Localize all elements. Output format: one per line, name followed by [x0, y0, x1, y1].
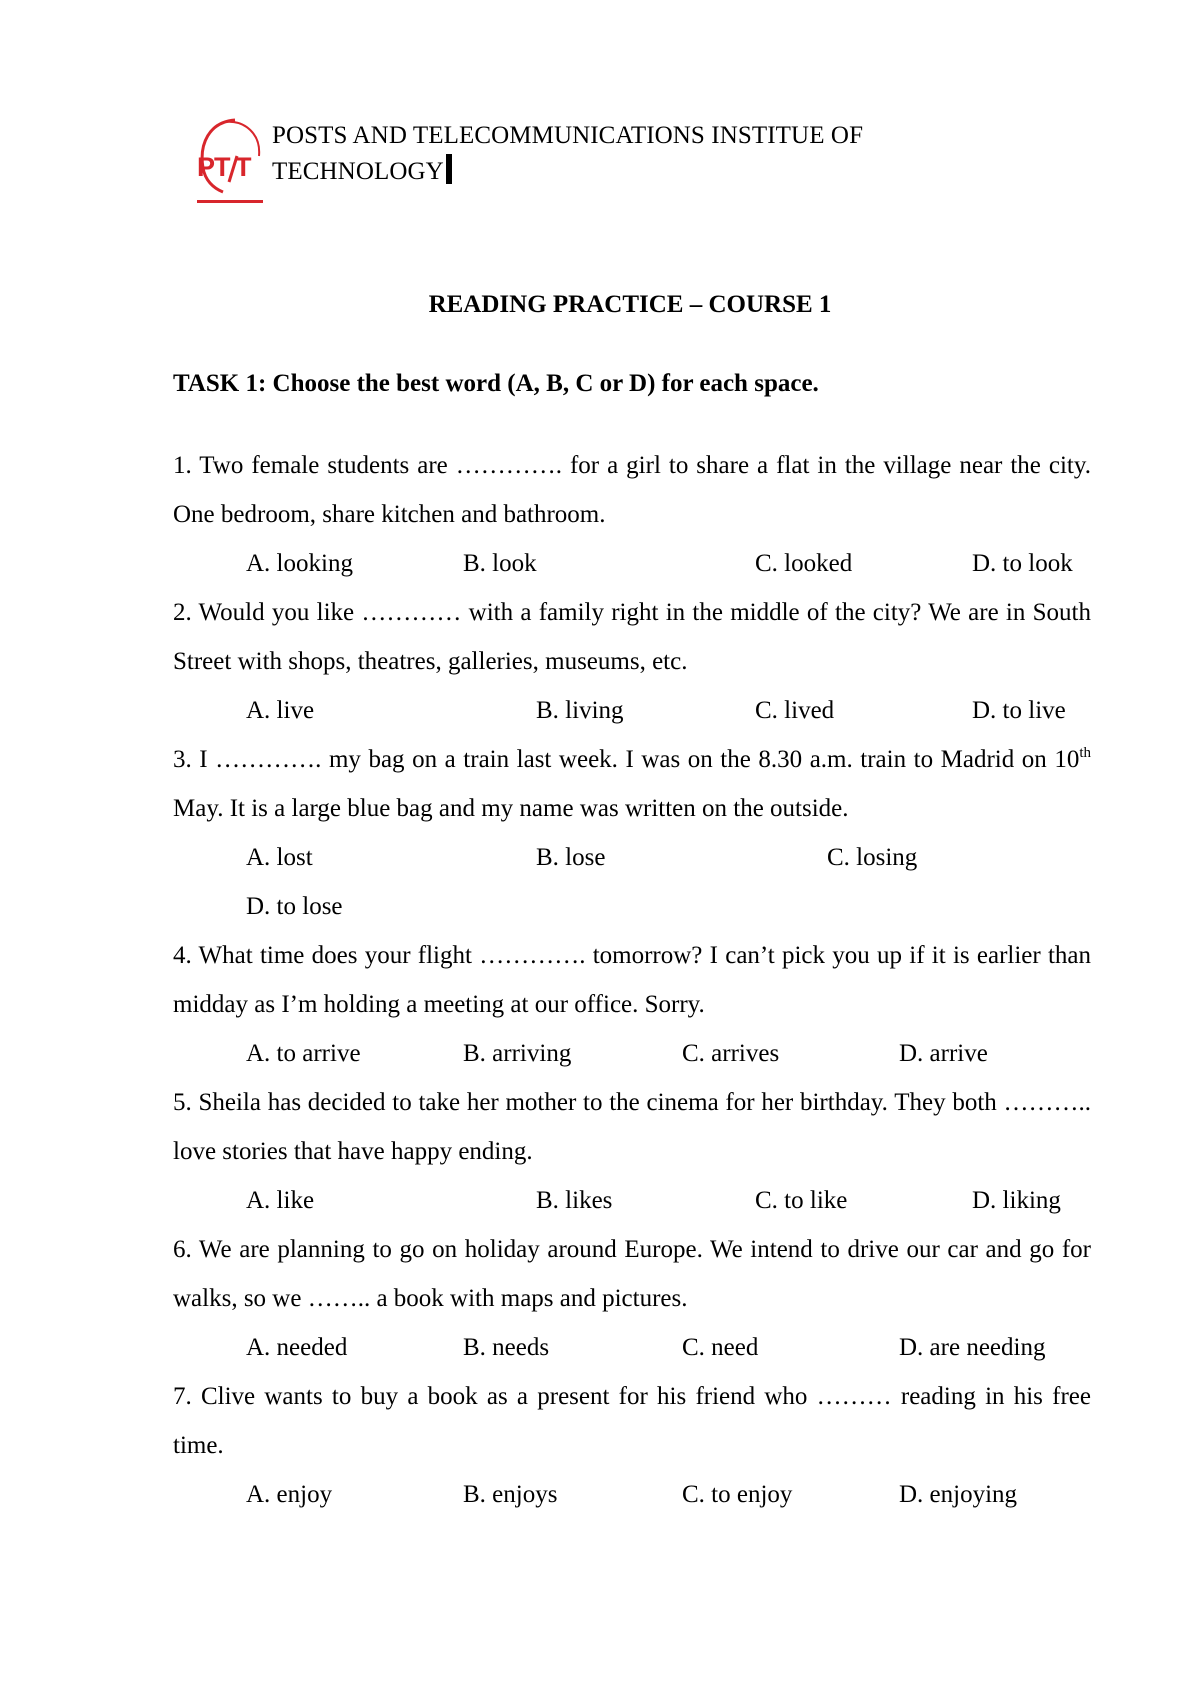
question-5: 5. Sheila has decided to take her mother to the cinema for her birthday. They both ……….. love stories that have happy ending.: [173, 1089, 1091, 1165]
svg-text:T: T: [235, 152, 252, 182]
option-a: A. enjoy: [246, 1481, 333, 1508]
question-list: [173, 441, 1091, 1519]
question-3-options: [173, 833, 1091, 920]
option-d: D. to live: [972, 697, 1066, 724]
question-1: 1. Two female students are …………. for a girl to share a flat in the village near the city. One bedroom, share kitchen and bathroom.: [173, 452, 1091, 528]
question-3-text-after: May. It is a large blue bag and my name was written on the outside.: [173, 795, 849, 822]
option-a: A. like: [246, 1187, 315, 1214]
option-b: B. needs: [463, 1334, 550, 1361]
question-6: 6. We are planning to go on holiday around Europe. We intend to drive our car and go for walks, so we …….. a book with maps and pictures.: [173, 1236, 1091, 1312]
institute-name-line2: TECHNOLOGY: [272, 158, 444, 185]
option-c: C. to like: [755, 1187, 848, 1214]
option-b: B. look: [463, 550, 537, 577]
option-c: C. lived: [755, 697, 835, 724]
option-a: A. needed: [246, 1334, 348, 1361]
option-d: D. liking: [972, 1187, 1061, 1214]
option-c: C. losing: [827, 844, 918, 871]
svg-text:PT: PT: [197, 152, 230, 182]
option-b: B. likes: [536, 1187, 613, 1214]
option-a: A. looking: [246, 550, 353, 577]
question-5-options: [173, 1176, 1091, 1225]
question-7: 7. Clive wants to buy a book as a present for his friend who ……… reading in his free time.: [173, 1383, 1091, 1459]
question-6-options: [173, 1323, 1091, 1372]
task-instruction: TASK 1: Choose the best word (A, B, C or D) for each space.: [173, 370, 819, 397]
option-d: D. to look: [972, 550, 1073, 577]
option-b: B. lose: [536, 844, 606, 871]
question-3: [173, 735, 1091, 833]
question-4-options: [173, 1029, 1091, 1078]
option-c: C. arrives: [682, 1040, 780, 1067]
ptit-logo: [195, 116, 267, 206]
option-c: C. looked: [755, 550, 853, 577]
option-d: D. arrive: [899, 1040, 988, 1067]
option-d: D. enjoying: [899, 1481, 1018, 1508]
question-3-superscript: th: [1079, 745, 1091, 761]
question-1-options: [173, 539, 1091, 588]
document-header: [195, 108, 995, 208]
question-2-options: [173, 686, 1091, 735]
option-b: B. living: [536, 697, 624, 724]
option-b: B. arriving: [463, 1040, 572, 1067]
question-4: 4. What time does your flight …………. tomorrow? I can’t pick you up if it is earlier than midday as I’m holding a meeting at our office. Sorry.: [173, 942, 1091, 1018]
option-a: A. to arrive: [246, 1040, 361, 1067]
text-cursor: [446, 154, 452, 184]
option-a: A. lost: [246, 844, 313, 871]
question-2: 2. Would you like ………… with a family right in the middle of the city? We are in South Street with shops, theatres, galleries, museums, etc.: [173, 599, 1091, 675]
question-3-text-before: 3. I …………. my bag on a train last week. I was on the 8.30 a.m. train to Madrid on 10: [173, 746, 1080, 773]
page-title: READING PRACTICE – COURSE 1: [428, 291, 832, 318]
option-c: C. to enjoy: [682, 1481, 793, 1508]
option-b: B. enjoys: [463, 1481, 558, 1508]
question-7-options: [173, 1470, 1091, 1519]
institute-name-line1: POSTS AND TELECOMMUNICATIONS INSTITUE OF: [272, 122, 864, 149]
option-a: A. live: [246, 697, 315, 724]
option-d: D. to lose: [246, 893, 343, 920]
option-d: D. are needing: [899, 1334, 1046, 1361]
option-c: C. need: [682, 1334, 759, 1361]
institute-name: [272, 118, 863, 190]
